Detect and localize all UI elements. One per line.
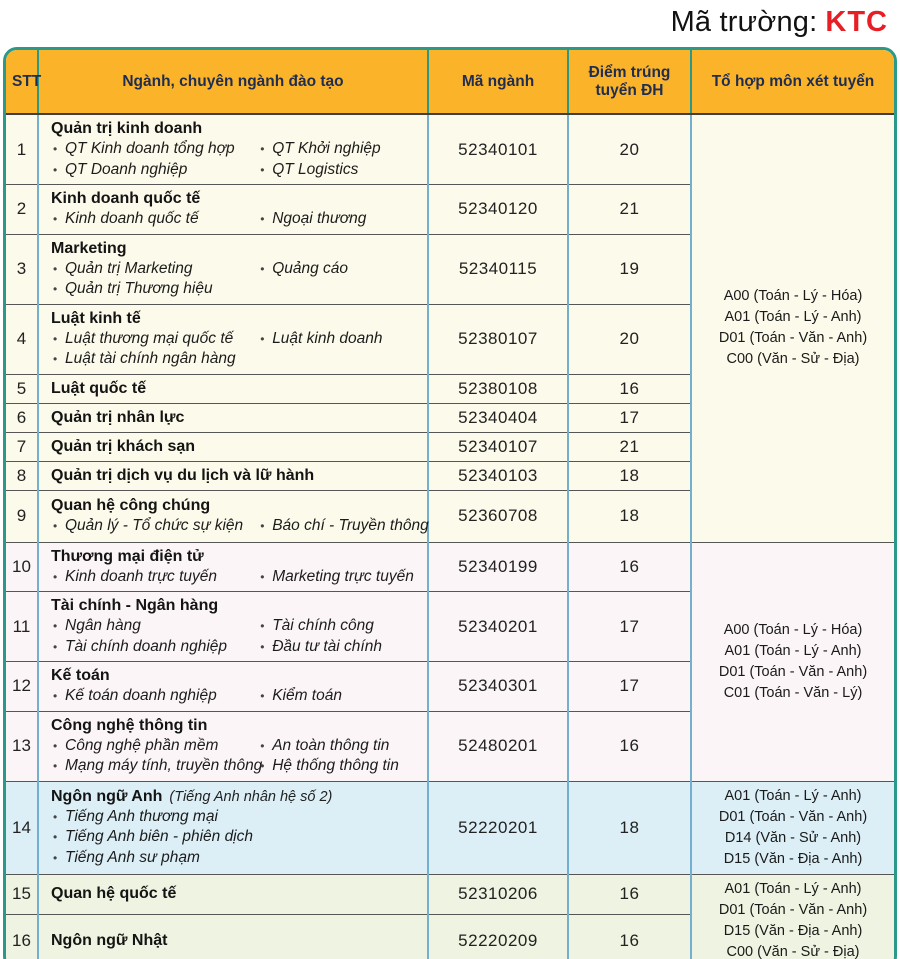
admission-score-cell: 18 (568, 781, 691, 874)
sub-major-item: • Hệ thống thông tin (258, 756, 421, 777)
major-code-cell: 52340301 (428, 662, 568, 712)
sub-major-item: • Báo chí - Truyền thông (258, 516, 421, 537)
sub-major-item: • Tài chính công (258, 616, 421, 637)
sub-major-column-right (258, 616, 421, 657)
admission-score-cell: 17 (568, 403, 691, 432)
sub-major-item: • Mạng máy tính, truyền thông (51, 756, 258, 777)
sub-major-column-left (51, 209, 258, 230)
sub-major-list (51, 686, 421, 707)
major-code-cell: 52480201 (428, 711, 568, 781)
major-note: (Tiếng Anh nhân hệ số 2) (169, 788, 333, 805)
major-cell (38, 114, 428, 185)
sub-major-item: • Luật kinh doanh (258, 329, 421, 350)
sub-major-item: • Marketing trực tuyến (258, 567, 421, 588)
admissions-table-frame (3, 47, 897, 959)
major-title: Quản trị kinh doanh (51, 120, 203, 137)
sub-major-item: • Quản trị Thương hiệu (51, 279, 258, 300)
admission-score-cell: 18 (568, 490, 691, 542)
major-heading (51, 238, 421, 259)
sub-major-column-right (258, 259, 421, 300)
admission-score-cell: 20 (568, 114, 691, 185)
sub-major-item: • Kế toán doanh nghiệp (51, 686, 258, 707)
major-title: Quan hệ quốc tế (51, 885, 177, 903)
major-title: Quản trị dịch vụ du lịch và lữ hành (51, 466, 315, 484)
admissions-table (6, 50, 894, 959)
sub-major-list (51, 567, 421, 588)
sub-major-column-left (51, 567, 258, 588)
major-title: Quản trị khách sạn (51, 437, 196, 455)
row-number-cell: 10 (6, 542, 38, 592)
column-header-stt: STT (6, 50, 38, 114)
major-code-cell: 52340120 (428, 185, 568, 235)
major-title: Luật kinh tế (51, 309, 141, 327)
major-code-cell: 52340101 (428, 114, 568, 185)
major-heading (51, 786, 421, 807)
subject-combination-line: A01 (Toán - Lý - Anh) (724, 787, 862, 804)
sub-major-item: • Công nghệ phần mềm (51, 736, 258, 757)
major-code-cell: 52310206 (428, 874, 568, 915)
major-heading (51, 495, 421, 516)
school-code-value: KTC (825, 6, 888, 38)
subject-combination-cell (691, 781, 894, 874)
sub-major-item: • Tiếng Anh sư phạm (51, 848, 421, 869)
admission-score-cell: 16 (568, 874, 691, 915)
major-code-cell: 52220209 (428, 915, 568, 959)
major-title: Ngôn ngữ Nhật (51, 931, 168, 949)
sub-major-list (51, 516, 429, 537)
major-code-cell: 52360708 (428, 490, 568, 542)
column-header-score: Điểm trúng tuyển ĐH (568, 50, 691, 114)
sub-major-item: • Tiếng Anh thương mại (51, 807, 421, 828)
subject-combination-line: A01 (Toán - Lý - Anh) (724, 642, 862, 659)
sub-major-item: • Tài chính doanh nghiệp (51, 637, 258, 658)
row-number-cell: 11 (6, 592, 38, 662)
row-number-cell: 12 (6, 662, 38, 712)
sub-major-column-right (258, 209, 421, 230)
admission-score-cell: 16 (568, 915, 691, 959)
major-heading (51, 546, 421, 567)
major-title: Tài chính - Ngân hàng (51, 597, 219, 614)
major-heading (51, 930, 421, 951)
sub-major-item: • Quản lý - Tổ chức sự kiện (51, 516, 258, 537)
major-heading (51, 118, 421, 139)
subject-combination-line: C01 (Toán - Văn - Lý) (723, 684, 863, 701)
major-cell (38, 374, 428, 403)
table-row (6, 542, 894, 592)
row-number-cell: 15 (6, 874, 38, 915)
row-number-cell: 16 (6, 915, 38, 959)
header-row (6, 50, 894, 114)
major-cell (38, 874, 428, 915)
major-cell (38, 304, 428, 374)
sub-major-column-left (51, 516, 258, 537)
admission-score-cell: 17 (568, 592, 691, 662)
row-number-cell: 8 (6, 461, 38, 490)
page-title (0, 0, 900, 47)
major-title: Ngôn ngữ Anh (51, 787, 163, 805)
sub-major-column-right (258, 736, 421, 777)
major-cell (38, 185, 428, 235)
sub-major-list (51, 259, 421, 300)
major-title: Kế toán (51, 667, 110, 684)
sub-major-item: • Đầu tư tài chính (258, 637, 421, 658)
major-title: Thương mại điện tử (51, 547, 204, 565)
sub-major-list (51, 139, 421, 180)
sub-major-column-right (258, 329, 421, 370)
major-cell (38, 432, 428, 461)
sub-major-item: • Tiếng Anh biên - phiên dịch (51, 827, 421, 848)
column-header-combo: Tổ hợp môn xét tuyển (691, 50, 894, 114)
major-cell (38, 711, 428, 781)
row-number-cell: 1 (16, 139, 27, 159)
major-cell (38, 461, 428, 490)
sub-major-item: • QT Logistics (258, 160, 421, 181)
sub-major-item: • Kinh doanh trực tuyến (51, 567, 258, 588)
major-code-cell: 52340103 (428, 461, 568, 490)
major-cell (38, 915, 428, 959)
table-row (6, 874, 894, 915)
sub-major-column-left (51, 259, 258, 300)
subject-combination-line: D01 (Toán - Văn - Anh) (718, 901, 868, 918)
sub-major-item: • Ngân hàng (51, 616, 258, 637)
row-number-cell: 2 (6, 185, 38, 235)
major-title: Kinh doanh quốc tế (51, 190, 201, 207)
sub-major-column-right (258, 516, 429, 537)
sub-major-column-left (51, 736, 263, 777)
table-row (6, 114, 894, 185)
major-code-cell: 52340404 (428, 403, 568, 432)
school-code-label: Mã trường: (670, 6, 818, 38)
sub-major-item: • QT Khởi nghiệp (258, 139, 421, 160)
subject-combination-line: A01 (Toán - Lý - Anh) (724, 309, 862, 326)
sub-major-list (51, 329, 421, 370)
subject-combination-cell (691, 542, 894, 781)
sub-major-item: • An toàn thông tin (258, 736, 421, 757)
admission-score-cell: 16 (568, 542, 691, 592)
sub-major-item: • Kinh doanh quốc tế (51, 209, 258, 230)
subject-combination-line: A00 (Toán - Lý - Hóa) (723, 288, 863, 305)
major-heading (51, 188, 421, 209)
major-title: Marketing (51, 239, 127, 257)
subject-combination-line: D01 (Toán - Văn - Anh) (718, 330, 868, 347)
sub-major-item: • Luật tài chính ngân hàng (51, 349, 258, 370)
major-heading (51, 407, 421, 428)
subject-combination-line: D14 (Văn - Sử - Anh) (724, 829, 862, 846)
major-cell (38, 490, 428, 542)
sub-major-list (51, 209, 421, 230)
major-cell (38, 403, 428, 432)
major-cell (38, 542, 428, 592)
major-code-cell: 52340115 (428, 234, 568, 304)
admission-score-cell: 19 (568, 234, 691, 304)
row-number-cell: 14 (6, 781, 38, 874)
major-code-cell: 52340107 (428, 432, 568, 461)
column-header-code: Mã ngành (428, 50, 568, 114)
major-cell (38, 592, 428, 662)
major-cell (38, 234, 428, 304)
row-number-cell: 13 (6, 711, 38, 781)
row-number-cell: 4 (6, 304, 38, 374)
sub-major-item: • QT Kinh doanh tổng hợp (51, 139, 258, 160)
sub-major-column-left (51, 139, 258, 180)
sub-major-item: • QT Doanh nghiệp (51, 160, 258, 181)
admission-score-cell: 16 (568, 374, 691, 403)
sub-major-column-left (51, 329, 258, 370)
row-number-cell: 6 (6, 403, 38, 432)
subject-combination-line: A01 (Toán - Lý - Anh) (724, 880, 862, 897)
major-cell (38, 781, 428, 874)
admission-score-cell: 16 (568, 711, 691, 781)
major-heading (51, 715, 421, 736)
major-title: Quan hệ công chúng (51, 496, 211, 514)
admission-score-cell: 20 (568, 304, 691, 374)
major-heading (51, 308, 421, 329)
sub-major-item: • Ngoại thương (258, 209, 421, 230)
sub-major-item: • Quản trị Marketing (51, 259, 258, 280)
major-heading (51, 378, 421, 399)
subject-combination-line: D01 (Toán - Văn - Anh) (718, 808, 868, 825)
sub-major-item: • Quảng cáo (258, 259, 421, 280)
subject-combination-line: A00 (Toán - Lý - Hóa) (723, 621, 863, 638)
major-code-cell: 52220201 (428, 781, 568, 874)
row-number-cell: 7 (6, 432, 38, 461)
subject-combination-cell (691, 874, 894, 959)
major-heading (51, 595, 421, 616)
sub-major-list (51, 736, 421, 777)
subject-combination-line: D15 (Văn - Địa - Anh) (723, 850, 863, 867)
major-title: Quản trị nhân lực (51, 408, 185, 426)
major-code-cell: 52340199 (428, 542, 568, 592)
row-number-cell: 5 (6, 374, 38, 403)
major-heading (51, 465, 421, 486)
major-code-cell: 52380107 (428, 304, 568, 374)
sub-major-column-left (51, 807, 421, 869)
admission-score-cell: 18 (568, 461, 691, 490)
major-heading (51, 436, 421, 457)
major-heading (51, 883, 421, 904)
sub-major-column-left (51, 686, 258, 707)
sub-major-column-right (258, 686, 421, 707)
sub-major-list (51, 616, 421, 657)
major-title: Luật quốc tế (51, 379, 147, 397)
major-code-cell: 52380108 (428, 374, 568, 403)
major-cell (38, 662, 428, 712)
subject-combination-line: D01 (Toán - Văn - Anh) (718, 663, 868, 680)
admission-score-cell: 21 (568, 432, 691, 461)
major-heading (51, 665, 421, 686)
major-title: Công nghệ thông tin (51, 716, 208, 734)
subject-combination-cell (691, 114, 894, 542)
subject-combination-line: C00 (Văn - Sử - Địa) (726, 351, 860, 368)
sub-major-item: • Luật thương mại quốc tế (51, 329, 258, 350)
major-code-cell: 52340201 (428, 592, 568, 662)
subject-combination-line: C00 (Văn - Sử - Địa) (726, 943, 860, 959)
sub-major-item: • Kiểm toán (258, 686, 421, 707)
admission-score-cell: 21 (568, 185, 691, 235)
row-number-cell: 3 (6, 234, 38, 304)
row-number-cell: 9 (6, 490, 38, 542)
sub-major-column-left (51, 616, 258, 657)
sub-major-column-right (258, 139, 421, 180)
sub-major-list (51, 807, 421, 869)
admission-score-cell: 17 (568, 662, 691, 712)
column-header-major: Ngành, chuyên ngành đào tạo (38, 50, 428, 114)
sub-major-column-right (258, 567, 421, 588)
subject-combination-line: D15 (Văn - Địa - Anh) (723, 922, 863, 939)
table-row (6, 781, 894, 874)
